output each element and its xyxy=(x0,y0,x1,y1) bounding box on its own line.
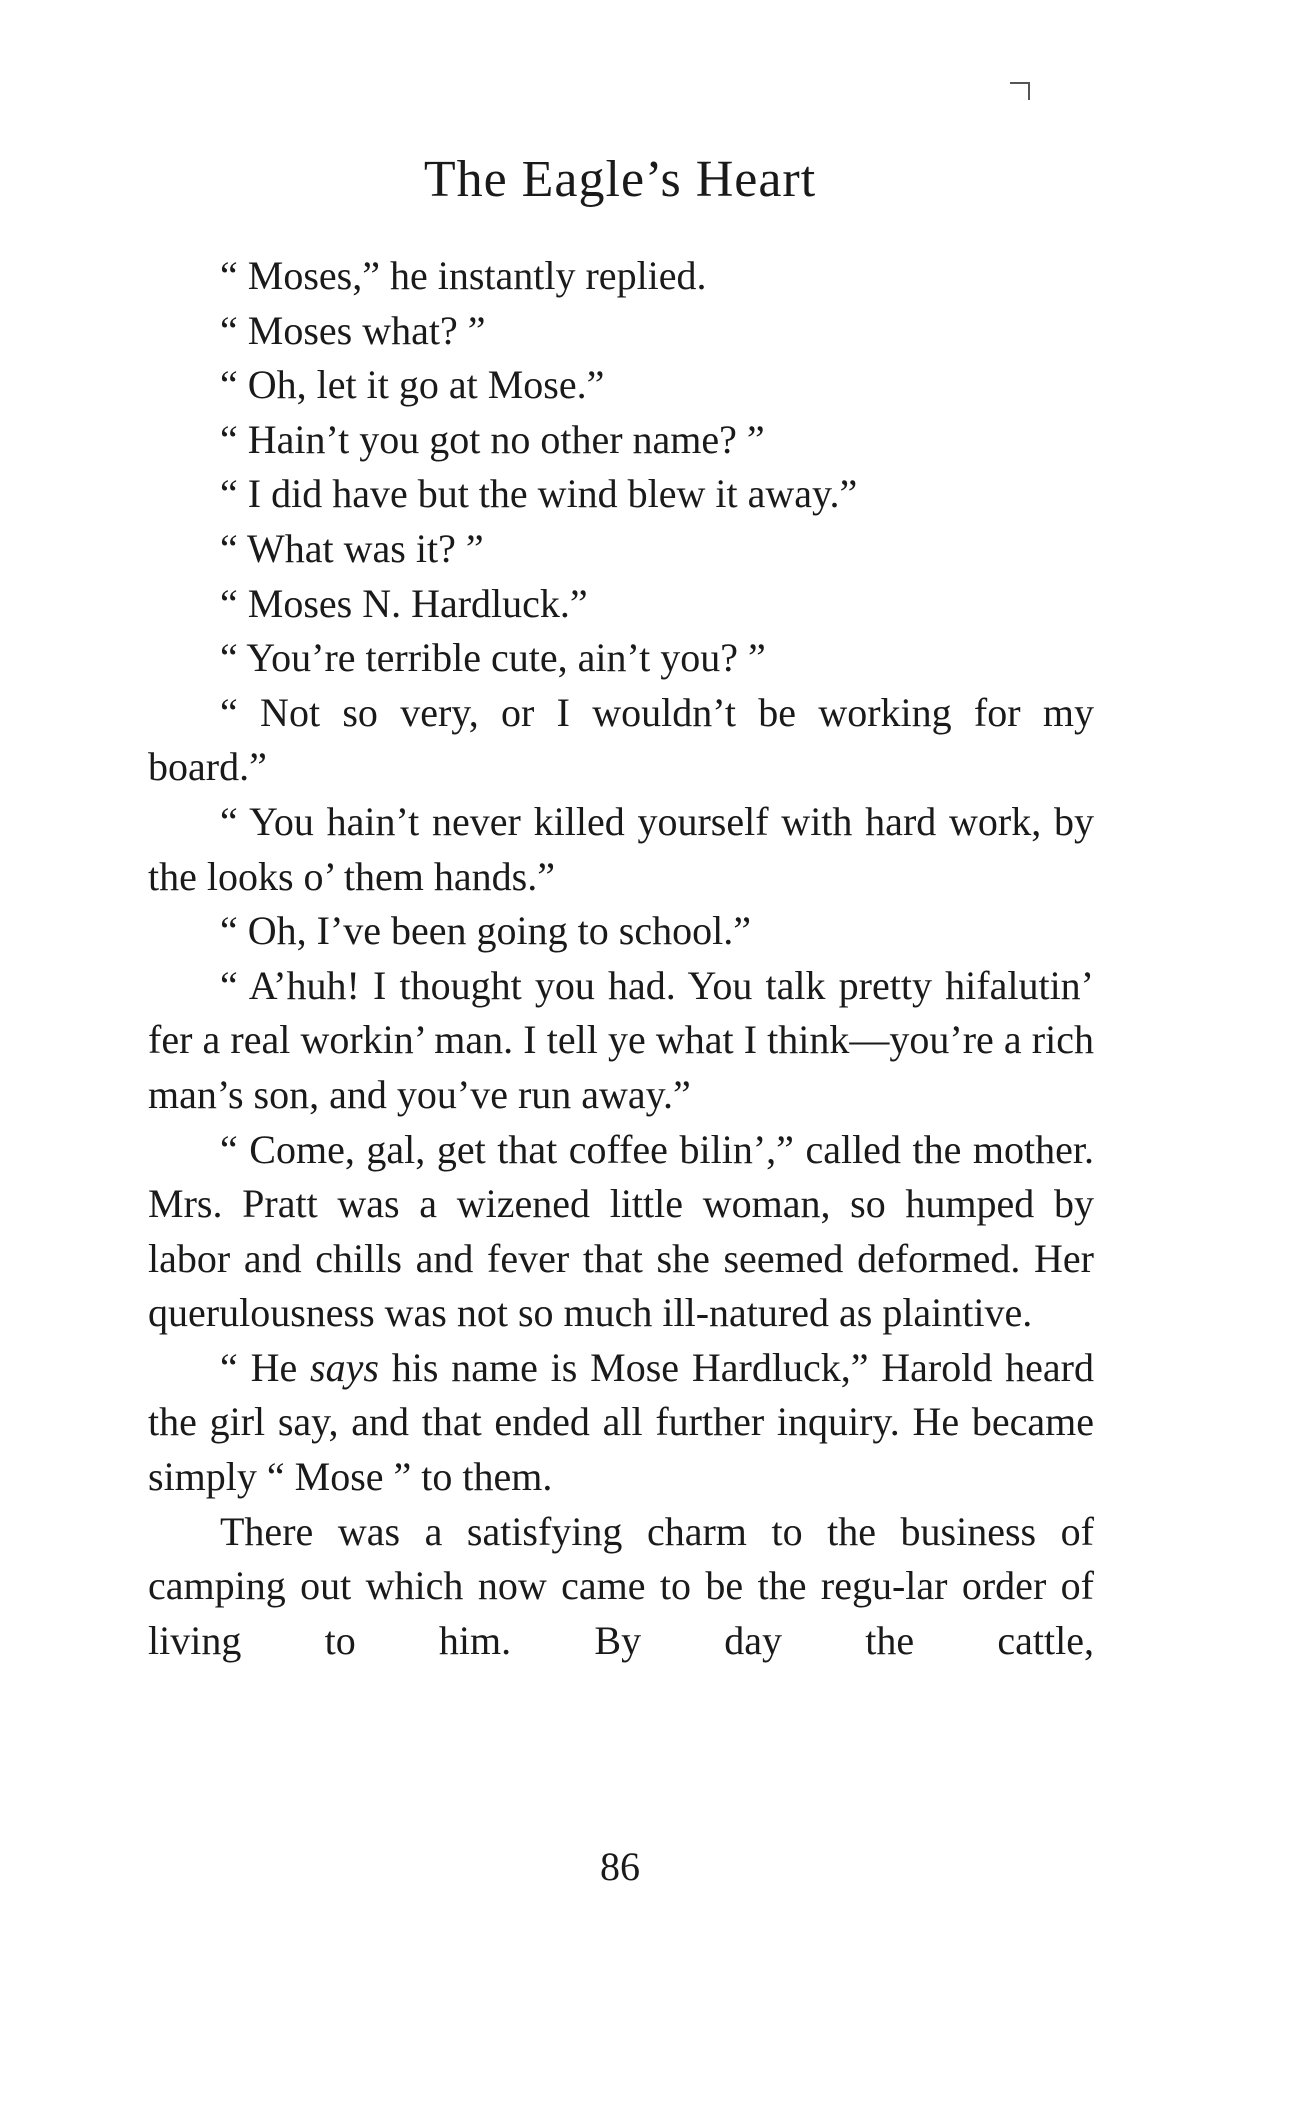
paragraph: “ You’re terrible cute, ain’t you? ” xyxy=(220,635,766,681)
paragraph: “ Oh, let it go at Mose.” xyxy=(220,362,605,408)
paragraph: “ Moses N. Hardluck.” xyxy=(220,580,588,626)
paragraph: “ You hain’t never killed yourself with hard work, by the looks o’ them hands.” xyxy=(148,798,1094,899)
paragraph: “ What was it? ” xyxy=(220,525,484,571)
paragraph: “ A’huh! I thought you had. You talk pretty hifalutin’ fer a real workin’ man. I tell ye what I think—you’re a rich man’s son, and you’ve run away.” xyxy=(148,962,1094,1117)
paragraph: “ Not so very, or I wouldn’t be working for my board.” xyxy=(148,689,1094,790)
paragraph: “ Oh, I’ve been going to school.” xyxy=(220,908,751,954)
emphasis-word: says xyxy=(310,1344,379,1390)
paragraph xyxy=(148,1341,1094,1505)
paragraph: “ I did have but the wind blew it away.” xyxy=(220,471,858,517)
running-title: The Eagle’s Heart xyxy=(423,151,817,208)
paragraph: “ Hain’t you got no other name? ” xyxy=(220,416,765,462)
body-text xyxy=(148,249,1094,1668)
page-number: 86 xyxy=(600,1844,640,1889)
paragraph: “ Moses what? ” xyxy=(220,307,486,353)
page-corner-mark xyxy=(1010,82,1030,100)
paragraph-text: “ He xyxy=(220,1344,311,1390)
paragraph-text: his name is Mose Hardluck,” Harold heard the girl say, and that ended all further inquiry. He became simply “ Mose ” to them. xyxy=(148,1344,1094,1500)
paragraph: “ Come, gal, get that coffee bilin’,” called the mother. Mrs. Pratt was a wizened little woman, so humped by labor and chills and fever that she seemed deformed. Her querulousness was not so much ill-natured as plaintive. xyxy=(148,1126,1094,1336)
paragraph: There was a satisfying charm to the business of camping out which now came to be the regu-lar order of living to him. By day the cattle, xyxy=(148,1508,1094,1663)
paragraph: “ Moses,” he instantly replied. xyxy=(220,253,707,298)
